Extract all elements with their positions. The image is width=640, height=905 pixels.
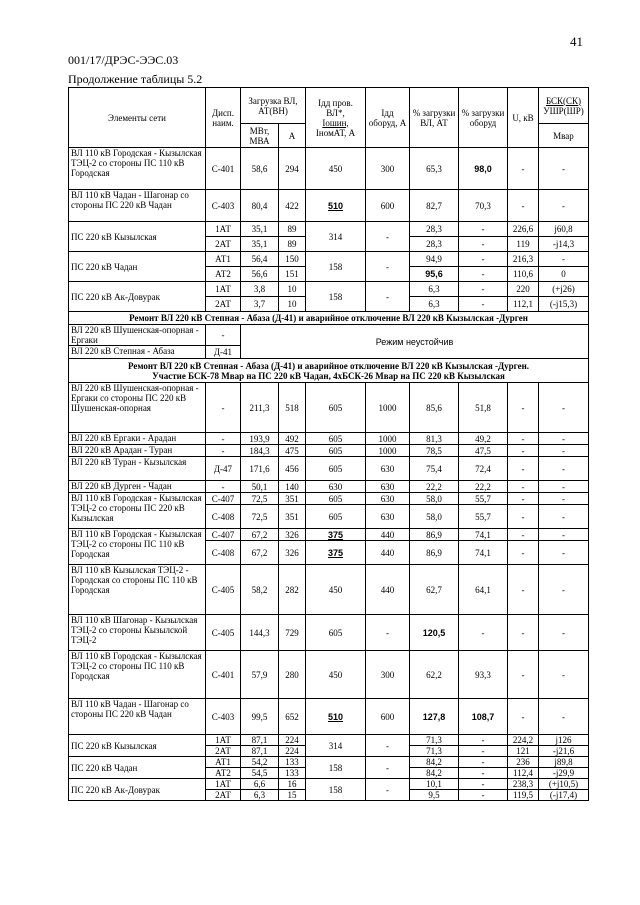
at-name: 2АТ [206, 790, 241, 801]
cell-u: 119 [508, 237, 539, 252]
cell-idd-eq: 630 [366, 505, 410, 529]
cell-pct-eq: - [459, 282, 508, 297]
header-bsk: БСК(СК) УШР(ШР) [539, 88, 589, 124]
cell-idd: 630 [306, 481, 366, 493]
at-name: АТ1 [206, 757, 241, 768]
cell-mw: 193,9 [241, 433, 279, 445]
cell-mw: 184,3 [241, 445, 279, 457]
cell-a: 10 [279, 282, 306, 297]
at-name: АТ2 [206, 768, 241, 779]
table-row [69, 457, 589, 481]
table-row [69, 433, 589, 445]
cell-pct: 10,1 [410, 779, 459, 790]
cell-pct-eq: 98,0 [459, 148, 508, 190]
cell-pct: 86,9 [410, 541, 459, 565]
cell-pct: 75,4 [410, 457, 459, 481]
cell-idd-eq: - [366, 757, 410, 779]
cell-q: (+j10,5) [539, 779, 589, 790]
cell-idd: 158 [306, 757, 366, 779]
cell-a: 280 [279, 651, 306, 699]
disp-name: С-407 [206, 529, 241, 541]
cell-a: 326 [279, 529, 306, 541]
cell-a: 729 [279, 615, 306, 651]
substation-name: ПС 220 кВ Кызылская [69, 735, 206, 757]
cell-idd-eq: - [366, 252, 410, 282]
table-row [69, 252, 589, 267]
cell-mw: 54,5 [241, 768, 279, 779]
section-title: Ремонт ВЛ 220 кВ Степная - Абаза (Д-41) и аварийное отключение ВЛ 220 кВ Кызылская -Дурген. Участие БСК-78 Мвар на ПС 220 кВ Чадан, 4хБСК-26 Мвар на ПС 220 кВ Кызылская [69, 359, 589, 383]
cell-idd-eq: - [366, 779, 410, 801]
cell-pct: 86,9 [410, 529, 459, 541]
cell-a: 326 [279, 541, 306, 565]
cell-a: 224 [279, 735, 306, 746]
cell-pct-eq: - [459, 768, 508, 779]
element-name: ВЛ 220 кВ Ергаки - Арадан [69, 433, 206, 445]
cell-q: - [539, 699, 589, 735]
cell-q: - [539, 651, 589, 699]
cell-idd-eq: 600 [366, 699, 410, 735]
table-row [69, 481, 589, 493]
cell-q: - [539, 190, 589, 222]
at-name: 2АТ [206, 746, 241, 757]
cell-u: - [508, 615, 539, 651]
cell-pct-eq: 74,1 [459, 541, 508, 565]
cell-a: 224 [279, 746, 306, 757]
cell-pct-eq: 74,1 [459, 529, 508, 541]
cell-idd-eq: 300 [366, 651, 410, 699]
cell-pct: 62,2 [410, 651, 459, 699]
cell-q: - [539, 541, 589, 565]
cell-mw: 3,7 [241, 297, 279, 312]
disp-name: С-408 [206, 505, 241, 529]
cell-idd: 375 [306, 541, 366, 565]
cell-q: - [539, 529, 589, 541]
cell-a: 150 [279, 252, 306, 267]
substation-name: ПС 220 кВ Ак-Довурак [69, 779, 206, 801]
cell-pct: 127,8 [410, 699, 459, 735]
mode-status: Режим неустойчив [241, 325, 589, 359]
element-name: ВЛ 220 кВ Дурген - Чадан [69, 481, 206, 493]
cell-u: - [508, 457, 539, 481]
cell-pct-eq: 22,2 [459, 481, 508, 493]
cell-q: - [539, 615, 589, 651]
header-disp: Дисп. наим. [206, 88, 241, 148]
table-row [69, 757, 589, 768]
cell-q: j126 [539, 735, 589, 746]
cell-pct: 65,3 [410, 148, 459, 190]
cell-pct-eq: 49,2 [459, 433, 508, 445]
header-idd-eq: Iдд оборуд, А [366, 88, 410, 148]
cell-pct: 85,6 [410, 383, 459, 433]
cell-pct: 81,3 [410, 433, 459, 445]
cell-mw: 56,6 [241, 267, 279, 282]
element-name: ВЛ 220 кВ Шушенская-опорная - Ергаки со стороны ПС 220 кВ Шушенская-опорная [69, 383, 206, 433]
element-name: ВЛ 110 кВ Шагонар - Кызылская ТЭЦ-2 со стороны Кызылской ТЭЦ-2 [69, 615, 206, 651]
table-row [69, 493, 589, 505]
cell-q: -j21,6 [539, 746, 589, 757]
header-load-mw: МВт, МВА [241, 124, 279, 148]
cell-mw: 171,6 [241, 457, 279, 481]
cell-pct-eq: - [459, 757, 508, 768]
cell-idd-eq: 440 [366, 541, 410, 565]
at-name: 1АТ [206, 222, 241, 237]
cell-q: - [539, 493, 589, 505]
cell-q: 0 [539, 267, 589, 282]
cell-idd: 510 [306, 190, 366, 222]
cell-pct-eq: 51,8 [459, 383, 508, 433]
table-row [69, 222, 589, 237]
cell-q: -j14,3 [539, 237, 589, 252]
cell-mw: 6,3 [241, 790, 279, 801]
cell-idd: 510 [306, 699, 366, 735]
cell-a: 652 [279, 699, 306, 735]
cell-q: - [539, 505, 589, 529]
cell-pct-eq: 47,5 [459, 445, 508, 457]
cell-u: - [508, 383, 539, 433]
table-row [69, 699, 589, 735]
cell-idd: 605 [306, 457, 366, 481]
cell-a: 351 [279, 493, 306, 505]
cell-pct-eq: - [459, 222, 508, 237]
cell-pct-eq: 64,1 [459, 565, 508, 615]
cell-pct: 95,6 [410, 267, 459, 282]
disp-name: - [206, 445, 241, 457]
element-name: ВЛ 110 кВ Городская - Кызылская ТЭЦ-2 со стороны ПС 110 кВ Городская [69, 148, 206, 190]
table-row [69, 735, 589, 746]
cell-q: - [539, 481, 589, 493]
cell-q: - [539, 445, 589, 457]
cell-u: - [508, 190, 539, 222]
cell-mw: 56,4 [241, 252, 279, 267]
cell-u: - [508, 529, 539, 541]
table-row [69, 325, 589, 346]
cell-pct-eq: - [459, 252, 508, 267]
cell-q: - [539, 383, 589, 433]
cell-idd: 450 [306, 651, 366, 699]
cell-pct: 9,5 [410, 790, 459, 801]
cell-u: 236 [508, 757, 539, 768]
cell-u: 238,3 [508, 779, 539, 790]
cell-pct-eq: - [459, 790, 508, 801]
section-title-row [69, 359, 589, 383]
cell-idd: 158 [306, 779, 366, 801]
cell-a: 282 [279, 565, 306, 615]
cell-pct: 84,2 [410, 757, 459, 768]
header-idd-vl: Iдд пров. ВЛ*, Iошин, IномАТ, А [306, 88, 366, 148]
cell-pct: 6,3 [410, 297, 459, 312]
cell-pct: 28,3 [410, 222, 459, 237]
table-row [69, 615, 589, 651]
cell-u: 112,1 [508, 297, 539, 312]
cell-pct-eq: 108,7 [459, 699, 508, 735]
cell-pct: 58,0 [410, 505, 459, 529]
cell-mw: 211,3 [241, 383, 279, 433]
cell-mw: 3,8 [241, 282, 279, 297]
cell-mw: 6,6 [241, 779, 279, 790]
disp-name: С-403 [206, 699, 241, 735]
cell-u: - [508, 565, 539, 615]
header-load: Загрузка ВЛ, АТ(ВН) [241, 88, 306, 124]
disp-name: Д-47 [206, 457, 241, 481]
element-name: ВЛ 220 кВ Шушенская-опорная - Ергаки [69, 325, 206, 346]
cell-idd-eq: 440 [366, 565, 410, 615]
at-name: 1АТ [206, 779, 241, 790]
cell-pct-eq: 55,7 [459, 493, 508, 505]
cell-a: 492 [279, 433, 306, 445]
cell-u: 224,2 [508, 735, 539, 746]
header-elements: Элементы сети [69, 88, 206, 148]
cell-pct-eq: - [459, 237, 508, 252]
disp-name: С-401 [206, 148, 241, 190]
table-row [69, 565, 589, 615]
cell-a: 422 [279, 190, 306, 222]
data-table [68, 87, 589, 801]
cell-idd: 450 [306, 565, 366, 615]
cell-idd: 605 [306, 383, 366, 433]
disp-name: С-405 [206, 565, 241, 615]
disp-name: С-405 [206, 615, 241, 651]
section-title: Ремонт ВЛ 220 кВ Степная - Абаза (Д-41) и аварийное отключение ВЛ 220 кВ Кызылская -Дурген [69, 312, 589, 325]
cell-q: (-j15,3) [539, 297, 589, 312]
element-name: ВЛ 110 кВ Городская - Кызылская ТЭЦ-2 со стороны ПС 220 кВ Кызылская [69, 493, 206, 529]
cell-pct-eq: 55,7 [459, 505, 508, 529]
element-name: ВЛ 110 кВ Городская - Кызылская ТЭЦ-2 со стороны ПС 110 кВ Городская [69, 651, 206, 699]
cell-a: 10 [279, 297, 306, 312]
cell-mw: 87,1 [241, 735, 279, 746]
table-row [69, 651, 589, 699]
element-name: ВЛ 220 кВ Степная - Абаза [69, 346, 206, 359]
cell-idd: 314 [306, 735, 366, 757]
cell-pct: 94,9 [410, 252, 459, 267]
cell-idd: 605 [306, 505, 366, 529]
disp-name: С-401 [206, 651, 241, 699]
document-id: 001/17/ДРЭС-ЭЭС.03 [68, 53, 179, 67]
cell-q: - [539, 252, 589, 267]
cell-mw: 35,1 [241, 237, 279, 252]
cell-pct: 120,5 [410, 615, 459, 651]
cell-pct: 78,5 [410, 445, 459, 457]
substation-name: ПС 220 кВ Чадан [69, 252, 206, 282]
substation-name: ПС 220 кВ Кызылская [69, 222, 206, 252]
cell-u: - [508, 148, 539, 190]
cell-u: 119,5 [508, 790, 539, 801]
disp-name: - [206, 433, 241, 445]
cell-a: 16 [279, 779, 306, 790]
cell-mw: 72,5 [241, 493, 279, 505]
element-name: ВЛ 220 кВ Туран - Кызылская [69, 457, 206, 481]
cell-a: 89 [279, 222, 306, 237]
cell-q: (-j17,4) [539, 790, 589, 801]
cell-u: - [508, 541, 539, 565]
cell-mw: 35,1 [241, 222, 279, 237]
cell-idd-eq: 1000 [366, 433, 410, 445]
header-pct-eq: % загрузки оборуд [459, 88, 508, 148]
cell-mw: 72,5 [241, 505, 279, 529]
cell-u: 226,6 [508, 222, 539, 237]
cell-mw: 58,6 [241, 148, 279, 190]
cell-mw: 67,2 [241, 529, 279, 541]
cell-a: 294 [279, 148, 306, 190]
cell-a: 475 [279, 445, 306, 457]
cell-idd: 605 [306, 493, 366, 505]
cell-u: 216,3 [508, 252, 539, 267]
disp-name: - [206, 383, 241, 433]
cell-pct-eq: 72,4 [459, 457, 508, 481]
disp-name: С-403 [206, 190, 241, 222]
table-row [69, 445, 589, 457]
cell-q: - [539, 148, 589, 190]
cell-pct: 22,2 [410, 481, 459, 493]
cell-mw: 87,1 [241, 746, 279, 757]
cell-mw: 54,2 [241, 757, 279, 768]
cell-pct: 62,7 [410, 565, 459, 615]
table-row [69, 282, 589, 297]
cell-idd-eq: 630 [366, 481, 410, 493]
cell-pct-eq: 93,3 [459, 651, 508, 699]
cell-pct: 71,3 [410, 746, 459, 757]
cell-pct-eq: - [459, 779, 508, 790]
cell-idd: 450 [306, 148, 366, 190]
element-name: ВЛ 220 кВ Арадан - Туран [69, 445, 206, 457]
header-mvar: Мвар [539, 124, 589, 148]
table-row [69, 779, 589, 790]
cell-pct-eq: - [459, 735, 508, 746]
at-name: АТ1 [206, 252, 241, 267]
table-caption: Продолжение таблицы 5.2 [68, 72, 203, 86]
disp-name: Д-41 [206, 346, 241, 359]
cell-a: 456 [279, 457, 306, 481]
cell-mw: 50,1 [241, 481, 279, 493]
cell-pct-eq: - [459, 267, 508, 282]
cell-u: - [508, 651, 539, 699]
table-row [69, 383, 589, 433]
disp-name: С-408 [206, 541, 241, 565]
cell-idd: 605 [306, 445, 366, 457]
cell-q: - [539, 433, 589, 445]
cell-idd: 605 [306, 433, 366, 445]
cell-pct: 71,3 [410, 735, 459, 746]
header-load-a: А [279, 124, 306, 148]
cell-idd: 375 [306, 529, 366, 541]
cell-idd: 158 [306, 252, 366, 282]
cell-u: - [508, 433, 539, 445]
substation-name: ПС 220 кВ Ак-Довурак [69, 282, 206, 312]
cell-idd-eq: 630 [366, 457, 410, 481]
at-name: 2АТ [206, 237, 241, 252]
cell-idd-eq: 1000 [366, 383, 410, 433]
element-name: ВЛ 110 кВ Городская - Кызылская ТЭЦ-2 со стороны ПС 110 кВ Городская [69, 529, 206, 565]
cell-mw: 99,5 [241, 699, 279, 735]
cell-u: - [508, 481, 539, 493]
cell-pct-eq: - [459, 297, 508, 312]
cell-pct-eq: - [459, 746, 508, 757]
element-name: ВЛ 110 кВ Чадан - Шагонар со стороны ПС 220 кВ Чадан [69, 190, 206, 222]
at-name: 2АТ [206, 297, 241, 312]
cell-idd-eq: 440 [366, 529, 410, 541]
cell-q: - [539, 565, 589, 615]
header-u: U, кВ [508, 88, 539, 148]
cell-pct: 6,3 [410, 282, 459, 297]
cell-a: 15 [279, 790, 306, 801]
cell-a: 151 [279, 267, 306, 282]
cell-idd: 605 [306, 615, 366, 651]
cell-idd: 314 [306, 222, 366, 252]
cell-a: 351 [279, 505, 306, 529]
cell-idd-eq: 1000 [366, 445, 410, 457]
cell-idd: 158 [306, 282, 366, 312]
cell-q: j60,8 [539, 222, 589, 237]
table-row [69, 148, 589, 190]
cell-a: 133 [279, 757, 306, 768]
disp-name: - [206, 481, 241, 493]
cell-pct: 58,0 [410, 493, 459, 505]
element-name: ВЛ 110 кВ Кызылская ТЭЦ-2 - Городская со стороны ПС 110 кВ Городская [69, 565, 206, 615]
cell-u: 110,6 [508, 267, 539, 282]
cell-mw: 58,2 [241, 565, 279, 615]
substation-name: ПС 220 кВ Чадан [69, 757, 206, 779]
cell-u: 121 [508, 746, 539, 757]
page-number: 41 [570, 34, 583, 49]
cell-idd-eq: - [366, 222, 410, 252]
cell-mw: 67,2 [241, 541, 279, 565]
cell-pct: 28,3 [410, 237, 459, 252]
at-name: 1АТ [206, 282, 241, 297]
cell-idd-eq: 600 [366, 190, 410, 222]
cell-mw: 144,3 [241, 615, 279, 651]
cell-a: 89 [279, 237, 306, 252]
element-name: ВЛ 110 кВ Чадан - Шагонар со стороны ПС 220 кВ Чадан [69, 699, 206, 735]
cell-idd-eq: 300 [366, 148, 410, 190]
cell-a: 140 [279, 481, 306, 493]
cell-mw: 80,4 [241, 190, 279, 222]
cell-mw: 57,9 [241, 651, 279, 699]
cell-idd-eq: - [366, 615, 410, 651]
disp-name: - [206, 325, 241, 346]
at-name: 1АТ [206, 735, 241, 746]
cell-q: (+j26) [539, 282, 589, 297]
cell-u: - [508, 493, 539, 505]
cell-u: - [508, 445, 539, 457]
disp-name: С-407 [206, 493, 241, 505]
table-row [69, 190, 589, 222]
table-row [69, 529, 589, 541]
cell-pct-eq: - [459, 615, 508, 651]
cell-idd-eq: - [366, 735, 410, 757]
cell-idd-eq: - [366, 282, 410, 312]
cell-pct: 82,7 [410, 190, 459, 222]
cell-q: -j29,9 [539, 768, 589, 779]
cell-pct: 84,2 [410, 768, 459, 779]
section-title-row [69, 312, 589, 325]
cell-u: 112,4 [508, 768, 539, 779]
at-name: АТ2 [206, 267, 241, 282]
cell-u: - [508, 699, 539, 735]
cell-pct-eq: 70,3 [459, 190, 508, 222]
cell-q: - [539, 457, 589, 481]
cell-u: - [508, 505, 539, 529]
cell-q: j89,8 [539, 757, 589, 768]
cell-u: 220 [508, 282, 539, 297]
cell-idd-eq: 630 [366, 493, 410, 505]
cell-a: 133 [279, 768, 306, 779]
cell-a: 518 [279, 383, 306, 433]
header-pct-vl: % загрузки ВЛ, АТ [410, 88, 459, 148]
